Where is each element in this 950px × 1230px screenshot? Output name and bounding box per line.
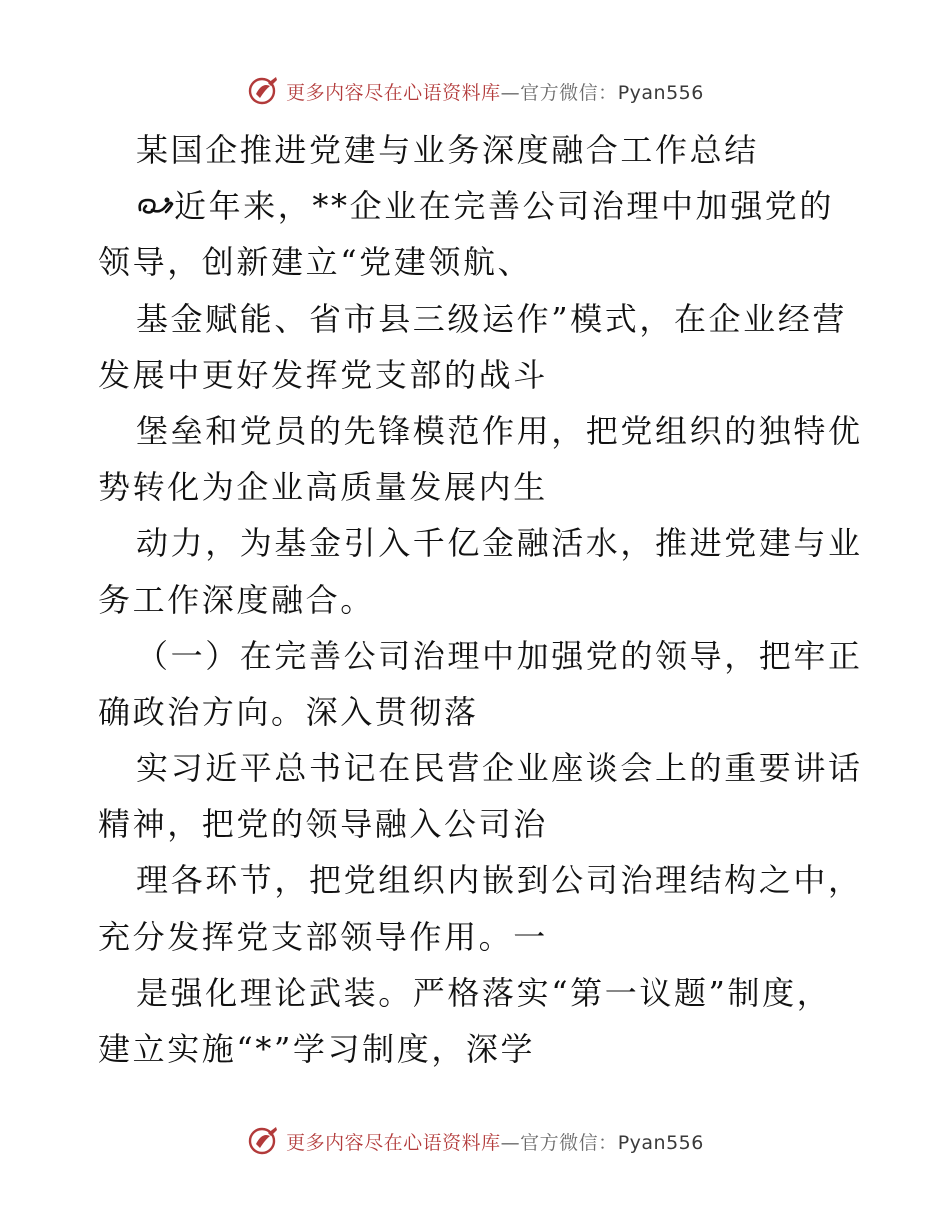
paragraph-line: 是强化理论武装。严格落实“第一议题”制度， <box>136 973 832 1012</box>
paragraph-line: 领导，创新建立“党建领航、 <box>98 243 533 282</box>
paragraph-line: 建立实施“*”学习制度，深学 <box>98 1030 536 1068</box>
paragraph-line: 基金赋能、省市县三级运作”模式，在企业经营 <box>136 299 847 338</box>
banner-text: 更多内容尽在心语资料库—官方微信：Pyan556 <box>286 1131 704 1154</box>
paragraph-line: 动力，为基金引入千亿金融活水，推进党建与业 <box>136 524 863 563</box>
paragraph-line: 务工作深度融合。 <box>98 580 375 619</box>
paragraph-line: 实习近平总书记在民营企业座谈会上的重要讲话 <box>136 749 863 788</box>
document-body <box>98 122 863 1077</box>
header-banner <box>0 71 950 111</box>
paragraph-line: 充分发挥党支部领导作用。一 <box>98 917 548 956</box>
paragraph-line: 确政治方向。深入贯彻落 <box>98 692 479 731</box>
footer-banner <box>0 1121 950 1161</box>
section-heading-line: （一）在完善公司治理中加强党的领导，把牢正 <box>136 636 863 675</box>
paragraph-line: 精神，把党的领导融入公司治 <box>98 805 548 844</box>
banner-text: 更多内容尽在心语资料库—官方微信：Pyan556 <box>286 81 704 104</box>
document-title: 某国企推进党建与业务深度融合工作总结 <box>136 131 759 169</box>
paragraph-line: 近年来，**企业在完善公司治理中加强党的 <box>98 178 858 234</box>
paragraph-line: 理各环节，把党组织内嵌到公司治理结构之中， <box>136 861 863 900</box>
decorative-swirl-icon <box>136 192 174 220</box>
paragraph-line: 发展中更好发挥党支部的战斗 <box>98 355 548 394</box>
paragraph-line: 堡垒和党员的先锋模范作用，把党组织的独特优 <box>136 411 863 450</box>
swirl-pen-logo-icon <box>246 1124 280 1158</box>
paragraph-line: 势转化为企业高质量发展内生 <box>98 468 548 507</box>
swirl-pen-logo-icon <box>246 74 280 108</box>
